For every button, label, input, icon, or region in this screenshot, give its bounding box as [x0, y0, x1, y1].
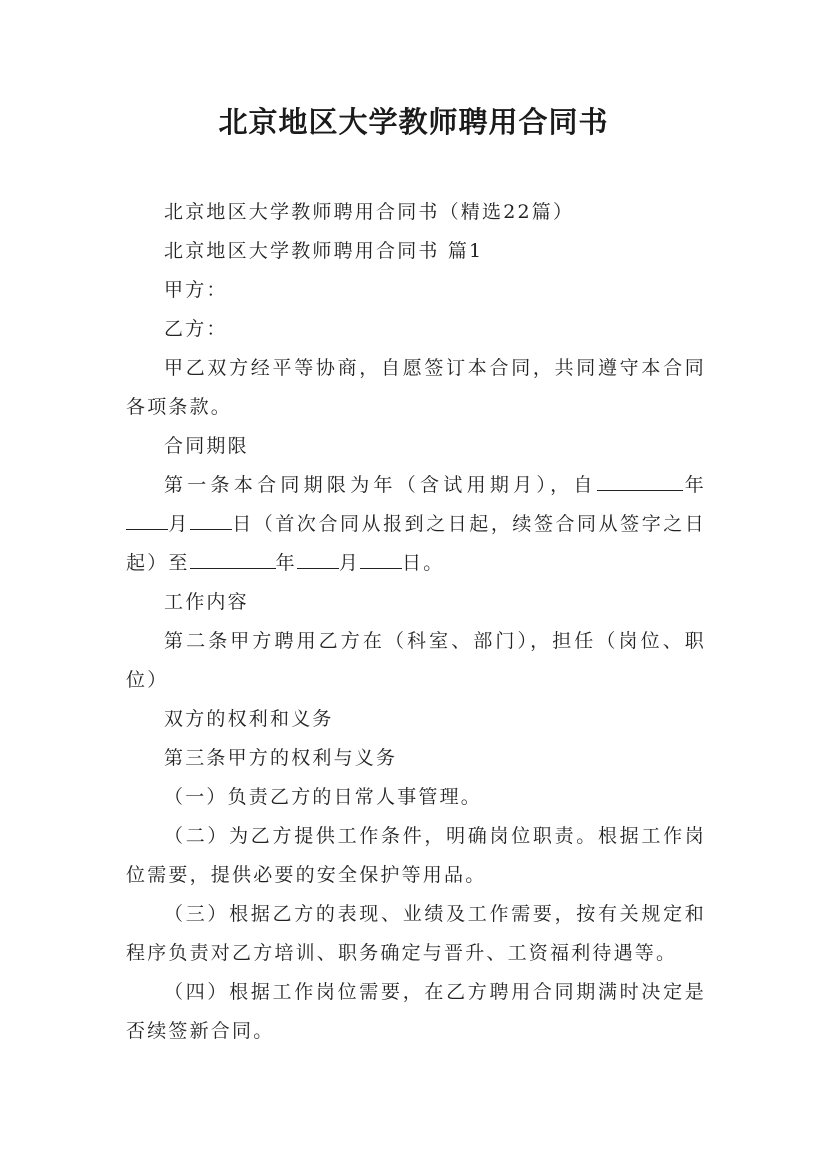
clause-1-end-month-label: 月: [338, 552, 361, 574]
section-heading-work: 工作内容: [164, 591, 249, 613]
clause-3-item-4: （四）根据工作岗位需要，在乙方聘用合同期满时决定是否续签新合同。: [126, 981, 706, 1042]
clause-3-item-2: （二）为乙方提供工作条件，明确岗位职责。根据工作岗位需要，提供必要的安全保护等用品。: [126, 825, 706, 886]
paragraph-preamble: 甲乙双方经平等协商，自愿签订本合同，共同遵守本合同各项条款。: [126, 357, 706, 418]
clause-3-item-3: （三）根据乙方的表现、业绩及工作需要，按有关规定和程序负责对乙方培训、职务确定与晋升、工资福利待遇等。: [126, 903, 706, 964]
blank-end-month: [297, 548, 339, 569]
document-body: [126, 193, 706, 1051]
paragraph-subtitle: 北京地区大学教师聘用合同书（精选22篇）: [164, 201, 575, 223]
party-b-label: 乙方：: [164, 318, 228, 340]
blank-end-year: [190, 548, 276, 569]
clause-1-text: 第一条本合同期限为年（含试用期月），自: [164, 474, 597, 496]
clause-1-year-label: 年: [682, 474, 706, 496]
clause-1-mid-text: 日（首次合同从报到之日起，续签合同从签字之日起）至: [126, 513, 706, 574]
clause-3: 第三条甲方的权利与义务: [164, 747, 398, 769]
clause-2: 第二条甲方聘用乙方在（科室、部门），担任（岗位、职位）: [126, 630, 706, 691]
clause-1: [126, 466, 706, 583]
clause-1-end-day-label: 日。: [402, 552, 445, 574]
clause-1-end-year-label: 年: [275, 552, 297, 574]
party-a-label: 甲方：: [164, 279, 228, 301]
paragraph-chapter-heading: 北京地区大学教师聘用合同书 篇1: [164, 240, 484, 262]
section-heading-rights: 双方的权利和义务: [164, 708, 334, 730]
blank-start-year: [597, 470, 683, 491]
document-title: 北京地区大学教师聘用合同书: [218, 105, 609, 139]
blank-start-day: [190, 509, 232, 530]
blank-start-month: [126, 509, 168, 530]
blank-end-day: [360, 548, 402, 569]
section-heading-term: 合同期限: [164, 435, 249, 457]
clause-3-item-1: （一）负责乙方的日常人事管理。: [164, 786, 483, 808]
clause-1-month-label: 月: [168, 513, 190, 535]
